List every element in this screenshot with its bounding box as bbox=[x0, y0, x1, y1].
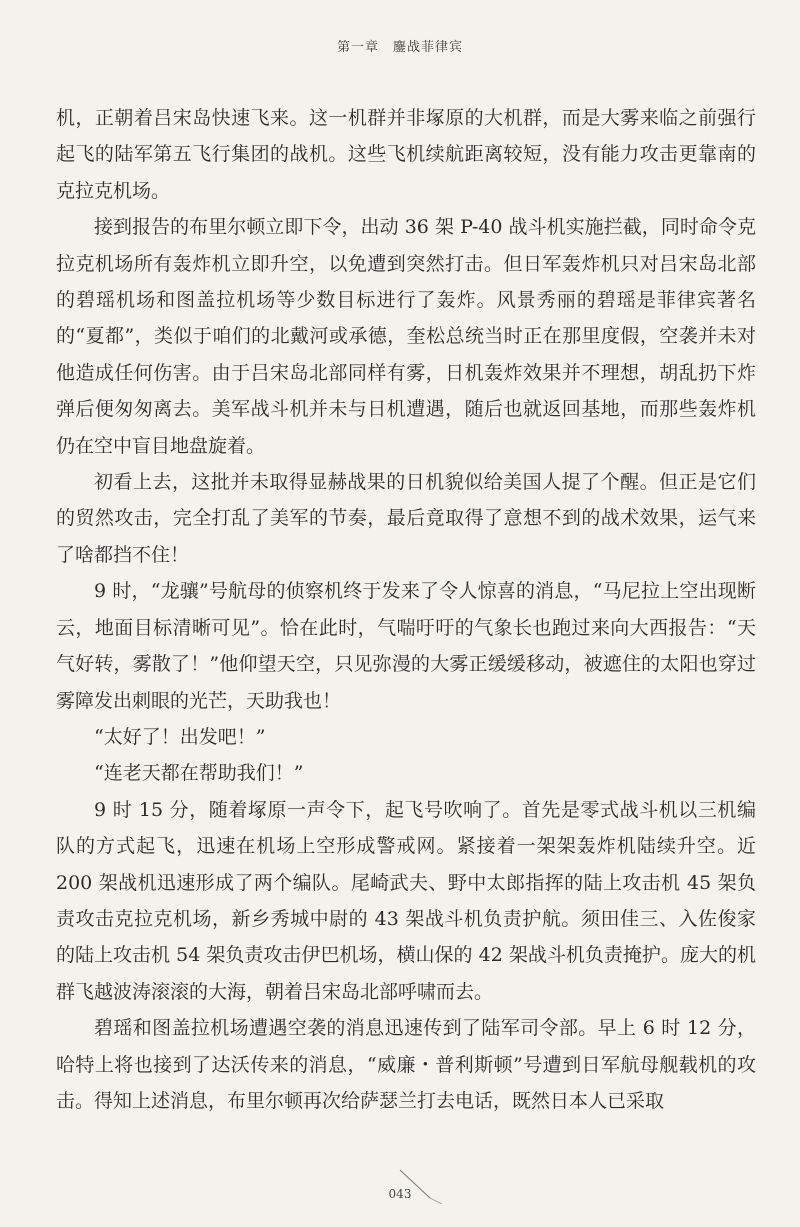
paragraph-2: 接到报告的布里尔顿立即下令，出动 36 架 P-40 战斗机实施拦截，同时命令克拉克机场所有轰炸机立即升空，以免遭到突然打击。但日军轰炸机只对吕宋岛北部的碧瑶机场和图盖拉机场等少数目标进行了轰炸。风景秀丽的碧瑶是菲律宾著名的“夏都”，类似于咱们的北戴河或承德，奎松总统当时正在那里度假，空袭并未对他造成任何伤害。由于吕宋岛北部同样有雾，日机轰炸效果并不理想，胡乱扔下炸弹后便匆匆离去。美军战斗机并未与日机遭遇，随后也就返回基地，而那些轰炸机仍在空中盲目地盘旋着。 bbox=[56, 216, 756, 457]
paragraph-7: 9 时 15 分，随着塚原一声令下，起飞号吹响了。首先是零式战斗机以三机编队的方式起飞，迅速在机场上空形成警戒网。紧接着一架架轰炸机陆续升空。近 200 架战机迅速形成了两个编队。尾崎武夫、野中太郎指挥的陆上攻击机 45 架负责攻击克拉克机场，新乡秀城中尉的 43 架战斗机负责护航。须田佳三、入佐俊家的陆上攻击机 54 架负责攻击伊巴机场，横山保的 42 架战斗机负责掩护。庞大的机群飞越波涛滚滚的大海，朝着吕宋岛北部呼啸而去。 bbox=[56, 798, 757, 1003]
paragraph-6: “连老天都在帮助我们！” bbox=[94, 762, 304, 785]
body-text bbox=[56, 100, 756, 1119]
paragraph-3: 初看上去，这批并未取得显赫战果的日机貌似给美国人提了个醒。但正是它们的贸然攻击，完全打乱了美军的节奏，最后竟取得了意想不到的战术效果，运气来了啥都挡不住！ bbox=[56, 471, 756, 566]
paragraph-4: 9 时，“龙骧”号航母的侦察机终于发来了令人惊喜的消息，“马尼拉上空出现断云，地面目标清晰可见”。恰在此时，气喘吁吁的气象长也跑过来向大西报告：“天气好转，雾散了！”他仰望天空，只见弥漫的大雾正缓缓移动，被遮住的太阳也穿过雾障发出刺眼的光芒，天助我也！ bbox=[56, 580, 756, 712]
running-header: 第一章 鏖战菲律宾 bbox=[336, 40, 463, 55]
page-number: 043 bbox=[388, 1187, 412, 1201]
paragraph-1: 机，正朝着吕宋岛快速飞来。这一机群并非塚原的大机群，而是大雾来临之前强行起飞的陆军第五飞行集团的战机。这些飞机续航距离较短，没有能力攻击更靠南的克拉克机场。 bbox=[56, 107, 756, 202]
paragraph-5: “太好了！出发吧！” bbox=[94, 725, 266, 748]
paragraph-8: 碧瑶和图盖拉机场遭遇空袭的消息迅速传到了陆军司令部。早上 6 时 12 分，哈特上将也接到了达沃传来的消息，“威廉・普利斯顿”号遭到日军航母舰载机的攻击。得知上述消息，布里尔顿再次给萨瑟兰打去电话，既然日本人已采取 bbox=[56, 1017, 756, 1112]
